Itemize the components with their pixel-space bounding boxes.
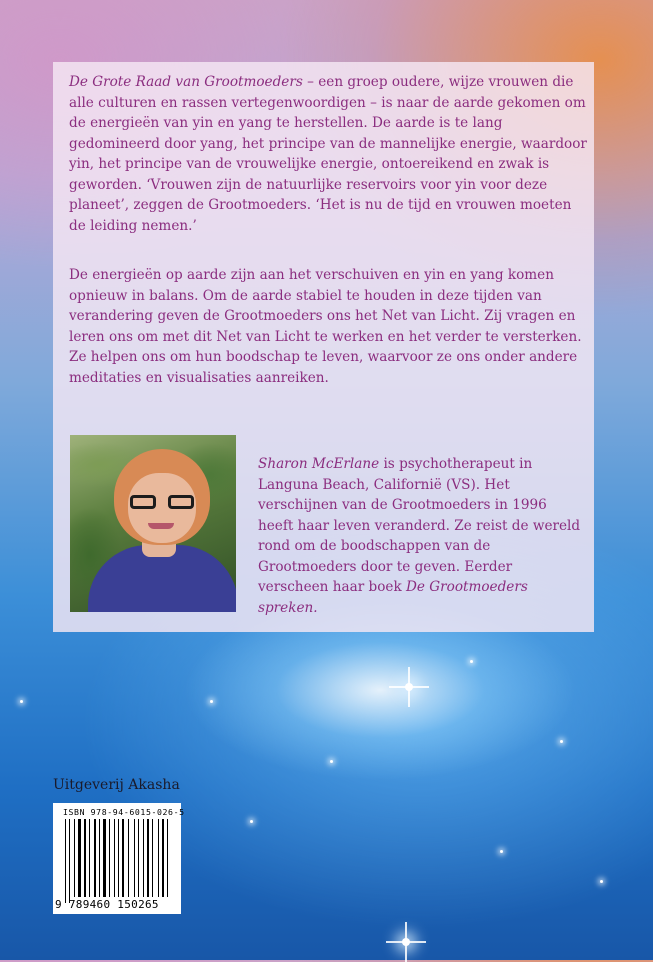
blurb-paragraph-2: De energieën op aarde zijn aan het verschuiven en yin en yang komen opnieuw in balans. Om de aarde stabiel te houden in deze tijden van verandering geven de Grootmoeders ons het Net van Licht. Zij vragen en leren ons om met dit Net van Licht te werken en het verder te versterken. Ze helpen ons om hun boodschap te leven, waarvoor ze ons onder andere meditaties en visualisaties aanreiken. xyxy=(69,267,582,386)
barcode xyxy=(53,803,185,914)
barcode-digits: 9 789460 150265 xyxy=(55,898,159,911)
previous-book-title: De Grootmoeders spreken. xyxy=(258,579,528,616)
star xyxy=(560,740,563,743)
star xyxy=(500,850,503,853)
star xyxy=(20,700,23,703)
blurb-title: De Grote Raad van Grootmoeders xyxy=(69,74,303,90)
star xyxy=(330,760,333,763)
blurb-paragraph-1 xyxy=(69,72,589,236)
author-photo xyxy=(70,435,236,612)
author-bio-text: is psychotherapeut in Languna Beach, Californië (VS). Het verschijnen van de Grootmoeders in 1996 heeft haar leven veranderd. Ze reist de wereld rond om de boodschappen van de Grootmoeders door te geven. Eerder verscheen haar boek xyxy=(258,456,581,595)
barcode-bars xyxy=(65,819,175,897)
isbn-label: ISBN 978-94-6015-026-5 xyxy=(63,807,185,817)
author-bio xyxy=(258,454,584,618)
blurb-text-1: – een groep oudere, wijze vrouwen die alle culturen en rassen vertegenwoordigen – is naar de aarde gekomen om de energieën van yin en yang te herstellen. De aarde is te lang gedomineerd door yang, het principe van de mannelijke energie, waardoor yin, het principe van de vrouwelijke energie, ontoereikend en zwak is geworden. ‘Vrouwen zijn de natuurlijke reservoirs voor yin voor deze planeet’, zeggen de Grootmoeders. ‘Het is nu de tijd en vrouwen moeten de leiding nemen.’ xyxy=(69,74,587,234)
star xyxy=(210,700,213,703)
light-flare xyxy=(402,938,410,946)
star xyxy=(470,660,473,663)
author-name: Sharon McErlane xyxy=(258,456,380,472)
publisher-name: Uitgeverij Akasha xyxy=(53,777,180,793)
star xyxy=(250,820,253,823)
star xyxy=(600,880,603,883)
light-flare xyxy=(405,683,413,691)
